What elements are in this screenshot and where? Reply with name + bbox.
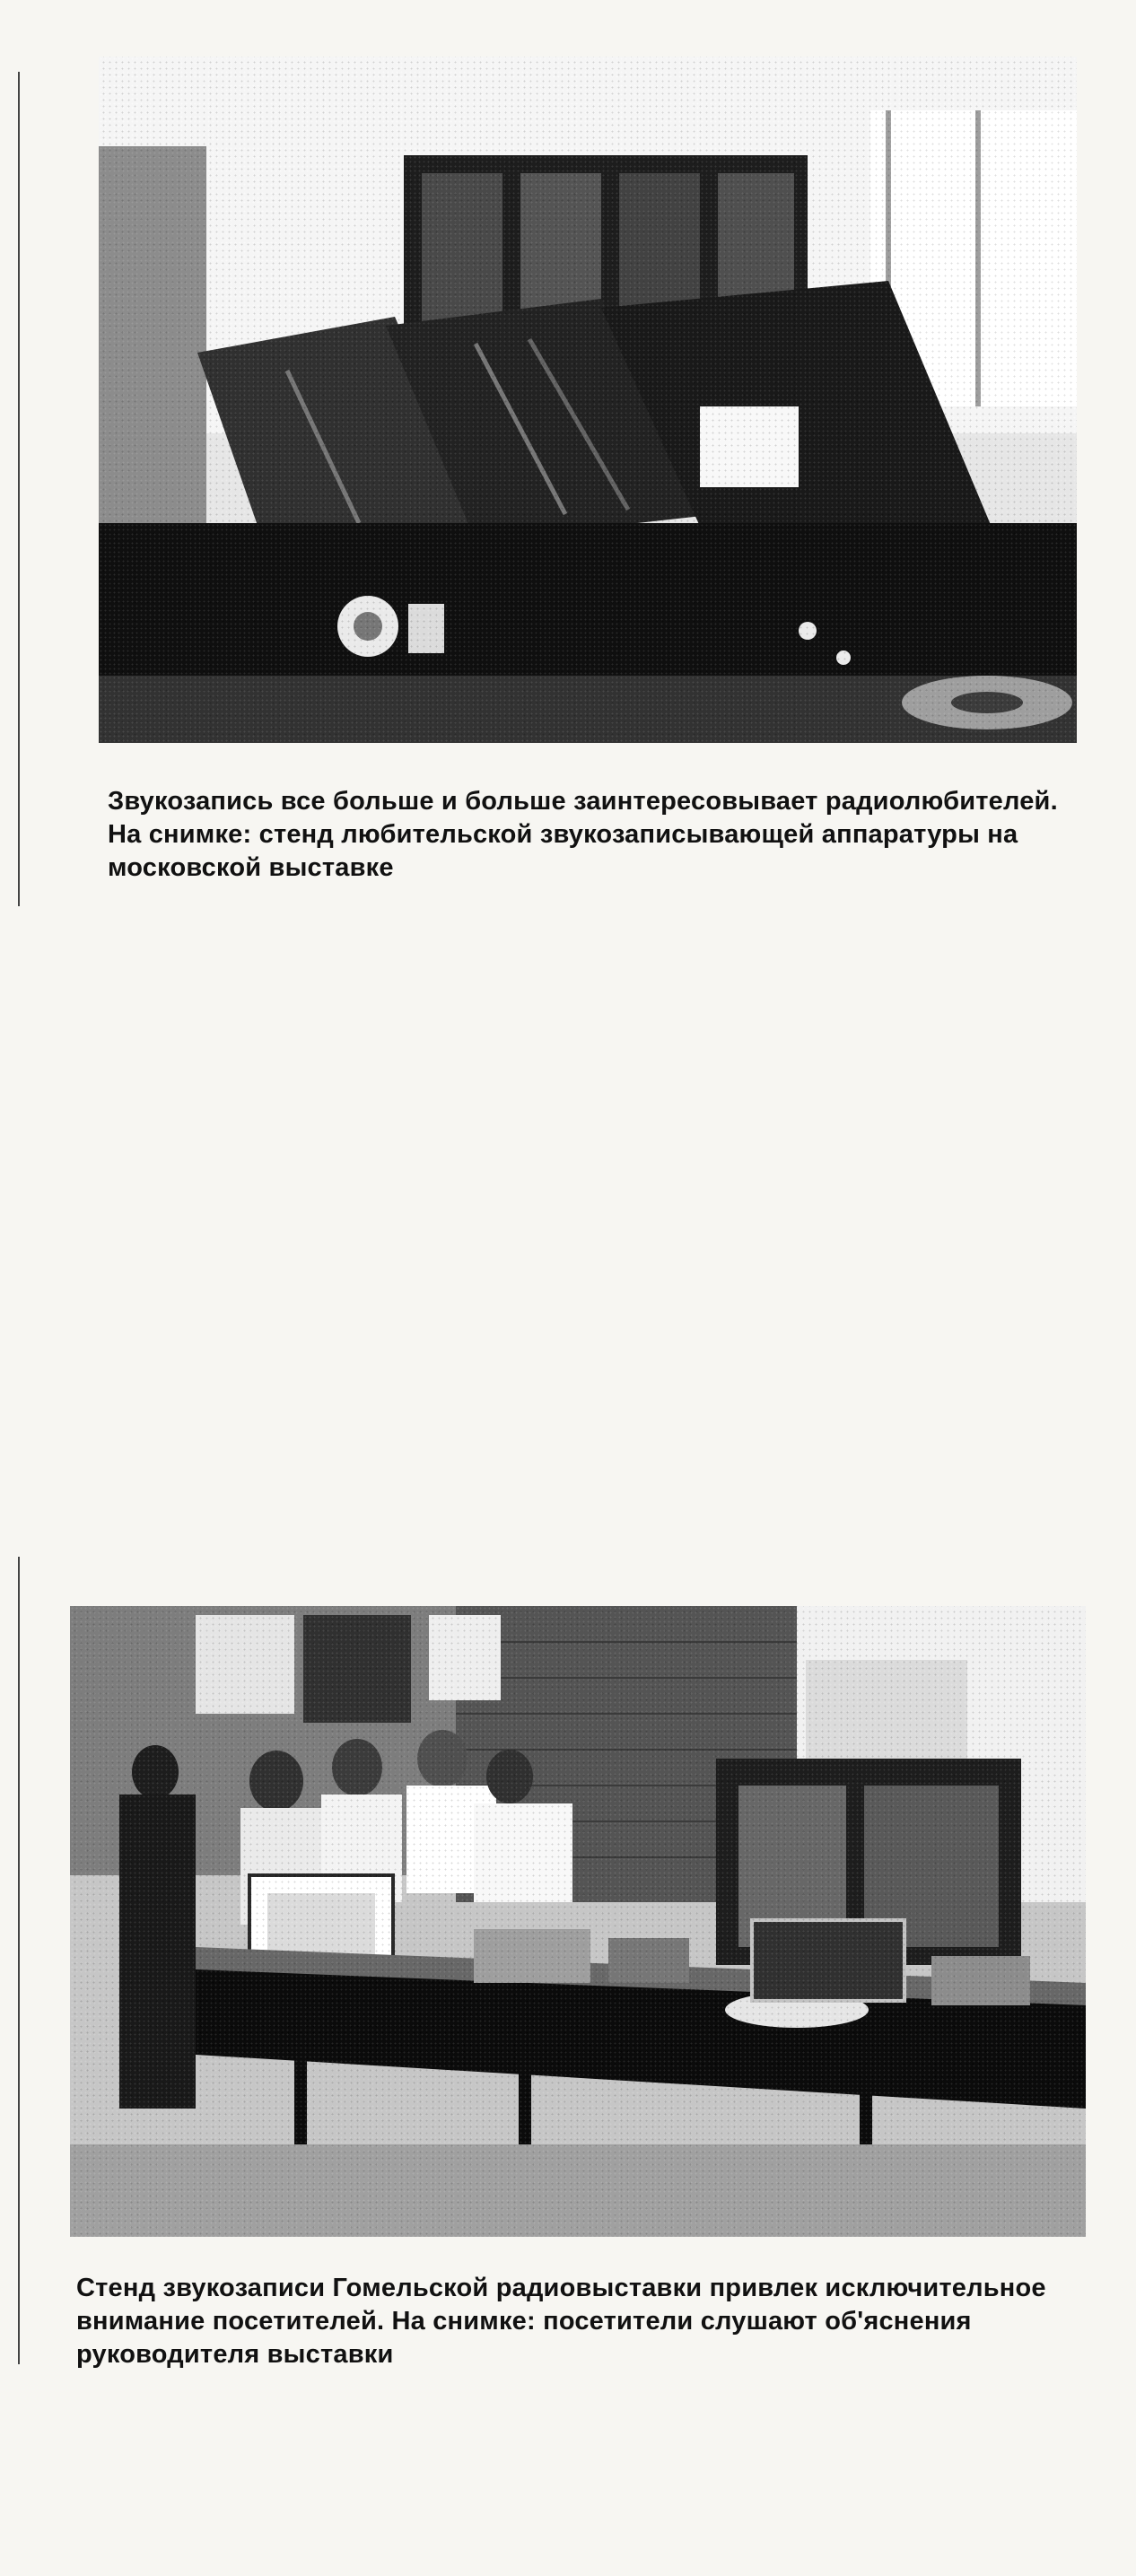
photo-1-drawing: [99, 57, 1077, 743]
caption-1: Звукозапись все больше и больше заинтересовывает радиолюбителей. На снимке: стенд любительской звукозаписывающей аппаратуры на московской выставке: [108, 787, 1058, 882]
photo-gomel-exhibition-visitors: [70, 1606, 1086, 2237]
photo-sound-recording-stand: [99, 57, 1077, 743]
margin-rule-top: [18, 72, 20, 906]
caption-2: Стенд звукозаписи Гомельской радиовыставки привлек исключительное внимание посетителей. На снимке: посетители слушают об'яснения руководителя выставки: [76, 2274, 1046, 2369]
margin-rule-bottom: [18, 1557, 20, 2364]
photo-2-drawing: [70, 1606, 1086, 2237]
